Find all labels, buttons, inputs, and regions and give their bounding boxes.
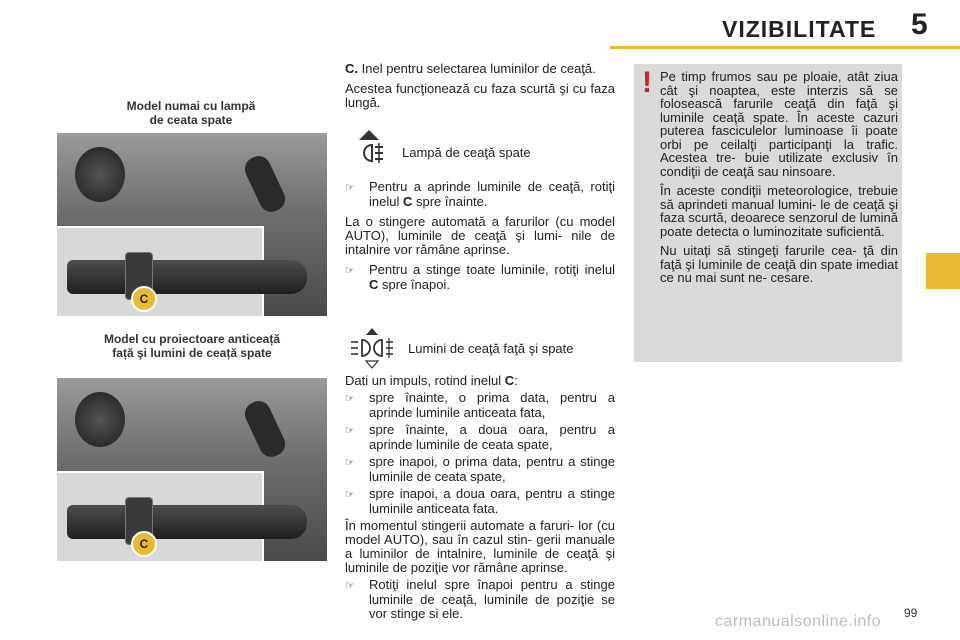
photo-rear-fog-stalk [57,133,327,316]
pointing-hand-icon: ☞ [345,489,355,501]
pointing-hand-icon: ☞ [345,182,355,194]
rear-fog-label: Lampă de ceaţă spate [402,144,531,160]
ring-c-badge: C [131,286,157,312]
page-number: 99 [904,606,918,620]
list-item: ☞ Pentru a stinge toate luminile, rotiţi inelul C spre înapoi. [345,262,615,292]
list-item: ☞ spre inapoi, a doua oara, pentru a stinge luminile anticeata fata. [345,486,615,516]
stalk-closeup [57,226,264,316]
photo-front-rear-fog-stalk [57,378,327,561]
warning-exclamation-icon: ! [642,66,652,99]
warning-text: Pe timp frumos sau pe ploaie, atât ziua cât şi noaptea, este interzis să se folosească farurile ceaţă din faţă şi luminile ceaţă spate. În aceste cazuri puterea fasciculelor luminoase îi poate orbi pe ceilalţi participanţi la trafic. Acestea tre- buie utilizate exclusiv în condiţii de ceaţă sau ninsoare. În aceste condiţii meteorologice, trebuie să aprindeti manual lumini- le de ceaţă şi faza scurtă, deoarece senzorul de lumină poate detecta o luminozitate suficientă. Nu uitaţi să stingeţi farurile cea- ţă din faţă şi luminile de ceaţă din spate imediat ce nu mai sunt ne- cesare. [660,69,898,285]
steering-stalk [241,152,289,216]
front-rear-fog-label: Lumini de ceaţă faţă şi spate [408,340,574,356]
front-rear-fog-block: Dati un impuls, rotind inelul C: ☞ spre înainte, o prima data, pentru a aprinde luminile anticeata fata, ☞ spre înainte, a doua oara, pentru a aprinde luminile de ceata spate, ☞ spre inapoi, o prima data, pentru a stinge luminile de ceata spate, ☞ spre inapoi, a doua oara, pentru a stinge luminile anticeata fata. În momentul stingerii automate a faruri- lor (cu model AUTO), sau în cazul stin- gerii manuale a luminilor de intalnire, luminile de ceaţă şi luminile de poziţie vor rămâne aprinse. ☞ Rotiţi inelul spre înapoi pentru a stinge luminile de ceaţă, luminile de poziţie se vor stinge si ele. [345,373,615,621]
pointing-hand-icon: ☞ [345,425,355,437]
lever [67,505,307,539]
header-divider [610,46,960,49]
pointing-hand-icon: ☞ [345,457,355,469]
list-item: ☞ spre inapoi, o prima data, pentru a stinge luminile de ceata spate, [345,454,615,484]
list-item: ☞ spre înainte, o prima data, pentru a aprinde luminile anticeata fata, [345,390,615,420]
list-item: ☞ Pentru a aprinde luminile de ceaţă, rotiţi inelul C spre înainte. [345,179,615,209]
page-title: VIZIBILITATE [722,16,877,42]
front-rear-fog-lamp-icon [348,326,396,370]
rear-fog-symbol-row [348,128,531,176]
intro-block: C. Inel pentru selectarea luminilor de ceaţă. Acestea funcţionează cu faza scurtă şi cu faza lungă. [345,61,615,110]
rear-fog-block: ☞ Pentru a aprinde luminile de ceaţă, rotiţi inelul C spre înainte. La o stingere automată a farurilor (cu model AUTO), luminile de ceaţă şi lumi- nile de intalnire vor rămâne aprinse. ☞ Pentru a stinge toate luminile, rotiţi inelul C spre înapoi. [345,179,615,292]
steering-stalk [241,397,289,461]
ring-c-badge: C [131,531,157,557]
photo1-caption: Model numai cu lampă de ceata spate [126,99,256,127]
rear-fog-lamp-icon [348,128,390,176]
stalk-closeup [57,471,264,561]
list-item: ☞ spre înainte, a doua oara, pentru a aprinde luminile de ceata spate, [345,422,615,452]
chapter-number: 5 [911,8,928,41]
pointing-hand-icon: ☞ [345,393,355,405]
air-vent [75,147,125,202]
watermark: carmanualsonline.info [715,613,882,630]
pointing-hand-icon: ☞ [345,265,355,277]
air-vent [75,392,125,447]
pointing-hand-icon: ☞ [345,580,355,592]
list-item: ☞ Rotiţi inelul spre înapoi pentru a stinge luminile de ceaţă, luminile de poziţie se vor stinge si ele. [345,577,615,621]
lever [67,260,307,294]
chapter-tab [926,253,960,289]
front-rear-fog-symbol-row [348,326,574,370]
photo2-caption: Model cu proiectoare anticeață față şi lumini de ceață spate [103,332,281,360]
